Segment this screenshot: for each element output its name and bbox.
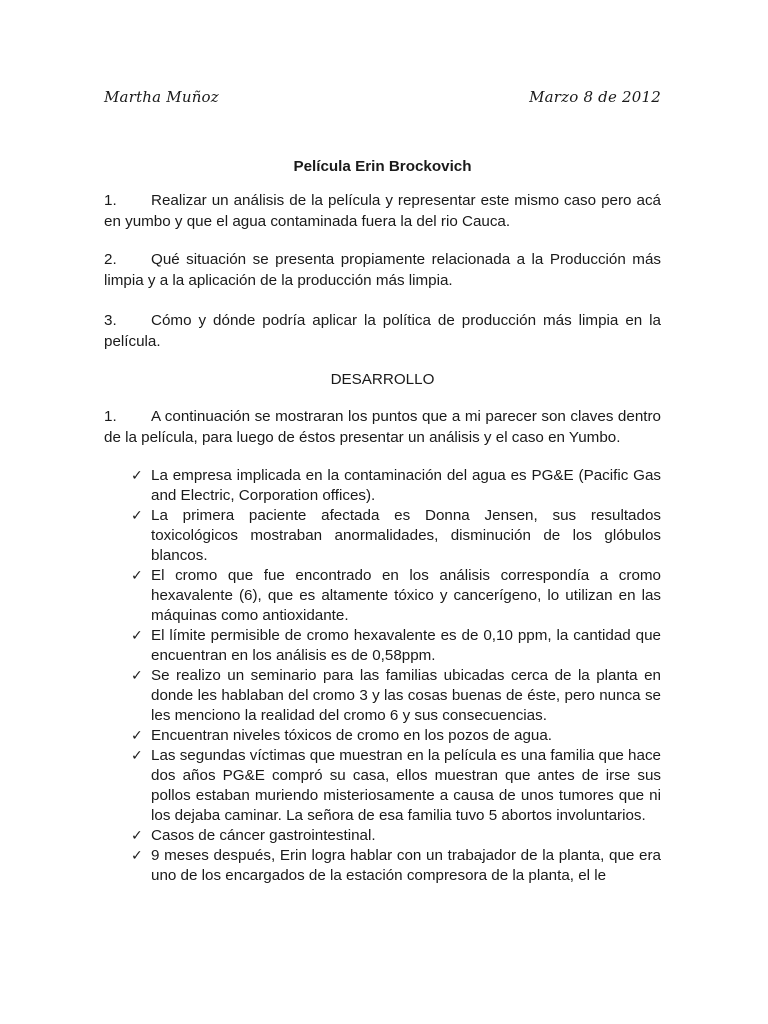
list-item-text: Las segundas víctimas que muestran en la película es una familia que hace dos años PG&E compró su casa, ellos muestran que antes de irse sus pollos estaban muriendo misteriosamente a causa de unos tumores que ni los dejaba caminar. La señora de esa familia tuvo 5 abortos involuntarios. bbox=[151, 747, 661, 824]
question-text: Realizar un análisis de la película y representar este mismo caso pero acá en yumbo y que el agua contaminada fuera la del rio Cauca. bbox=[104, 192, 661, 230]
question-3 bbox=[104, 311, 661, 352]
paragraph-text: A continuación se mostraran los puntos que a mi parecer son claves dentro de la película, para luego de éstos presentar un análisis y el caso en Yumbo. bbox=[104, 408, 661, 446]
list-item bbox=[128, 506, 661, 566]
list-item bbox=[128, 626, 661, 666]
section-heading: DESARROLLO bbox=[330, 371, 435, 388]
list-item bbox=[128, 746, 661, 826]
checkmark-icon: ✓ bbox=[131, 748, 143, 764]
list-item-text: Casos de cáncer gastrointestinal. bbox=[151, 827, 376, 844]
list-item bbox=[128, 466, 661, 506]
list-item bbox=[128, 666, 661, 726]
checkmark-icon: ✓ bbox=[131, 848, 143, 864]
list-item bbox=[128, 846, 661, 886]
list-item bbox=[128, 826, 661, 846]
list-item-text: El límite permisible de cromo hexavalente es de 0,10 ppm, la cantidad que encuentran en los análisis es de 0,58ppm. bbox=[151, 627, 661, 664]
question-number: 1. bbox=[104, 192, 117, 209]
list-item-text: La empresa implicada en la contaminación del agua es PG&E (Pacific Gas and Electric, Corporation offices). bbox=[151, 467, 661, 504]
checkmark-icon: ✓ bbox=[131, 508, 143, 524]
checkmark-icon: ✓ bbox=[131, 828, 143, 844]
question-text: Cómo y dónde podría aplicar la política de producción más limpia en la película. bbox=[104, 312, 661, 350]
question-number: 2. bbox=[104, 251, 117, 268]
document-date: Marzo 8 de 2012 bbox=[529, 88, 661, 106]
list-item bbox=[128, 726, 661, 746]
list-item bbox=[128, 566, 661, 626]
author-name: Martha Muñoz bbox=[104, 88, 219, 106]
question-1 bbox=[104, 191, 661, 232]
document-title: Película Erin Brockovich bbox=[293, 158, 472, 175]
checkmark-icon: ✓ bbox=[131, 628, 143, 644]
paragraph-number: 1. bbox=[104, 408, 117, 425]
list-item-text: El cromo que fue encontrado en los análisis correspondía a cromo hexavalente (6), que es altamente tóxico y cancerígeno, lo utilizan en las máquinas como antioxidante. bbox=[151, 567, 661, 624]
checkmark-icon: ✓ bbox=[131, 568, 143, 584]
key-points-list bbox=[128, 466, 661, 886]
list-item-text: Encuentran niveles tóxicos de cromo en los pozos de agua. bbox=[151, 727, 553, 744]
list-item-text: La primera paciente afectada es Donna Jensen, sus resultados toxicológicos mostraban anormalidades, disminución de los glóbulos blancos. bbox=[151, 507, 661, 564]
checkmark-icon: ✓ bbox=[131, 668, 143, 684]
development-intro bbox=[104, 407, 661, 448]
question-text: Qué situación se presenta propiamente relacionada a la Producción más limpia y a la aplicación de la producción más limpia. bbox=[104, 251, 661, 289]
checkmark-icon: ✓ bbox=[131, 728, 143, 744]
document-header bbox=[104, 88, 661, 106]
question-2 bbox=[104, 250, 661, 291]
question-number: 3. bbox=[104, 312, 117, 329]
list-item-text: Se realizo un seminario para las familias ubicadas cerca de la planta en donde les hablaban del cromo 3 y las cosas buenas de éste, pero nunca se les menciono la realidad del cromo 6 y sus consecuencias. bbox=[151, 667, 661, 724]
checkmark-icon: ✓ bbox=[131, 468, 143, 484]
list-item-text: 9 meses después, Erin logra hablar con un trabajador de la planta, que era uno de los encargados de la estación compresora de la planta, el le bbox=[151, 847, 661, 884]
